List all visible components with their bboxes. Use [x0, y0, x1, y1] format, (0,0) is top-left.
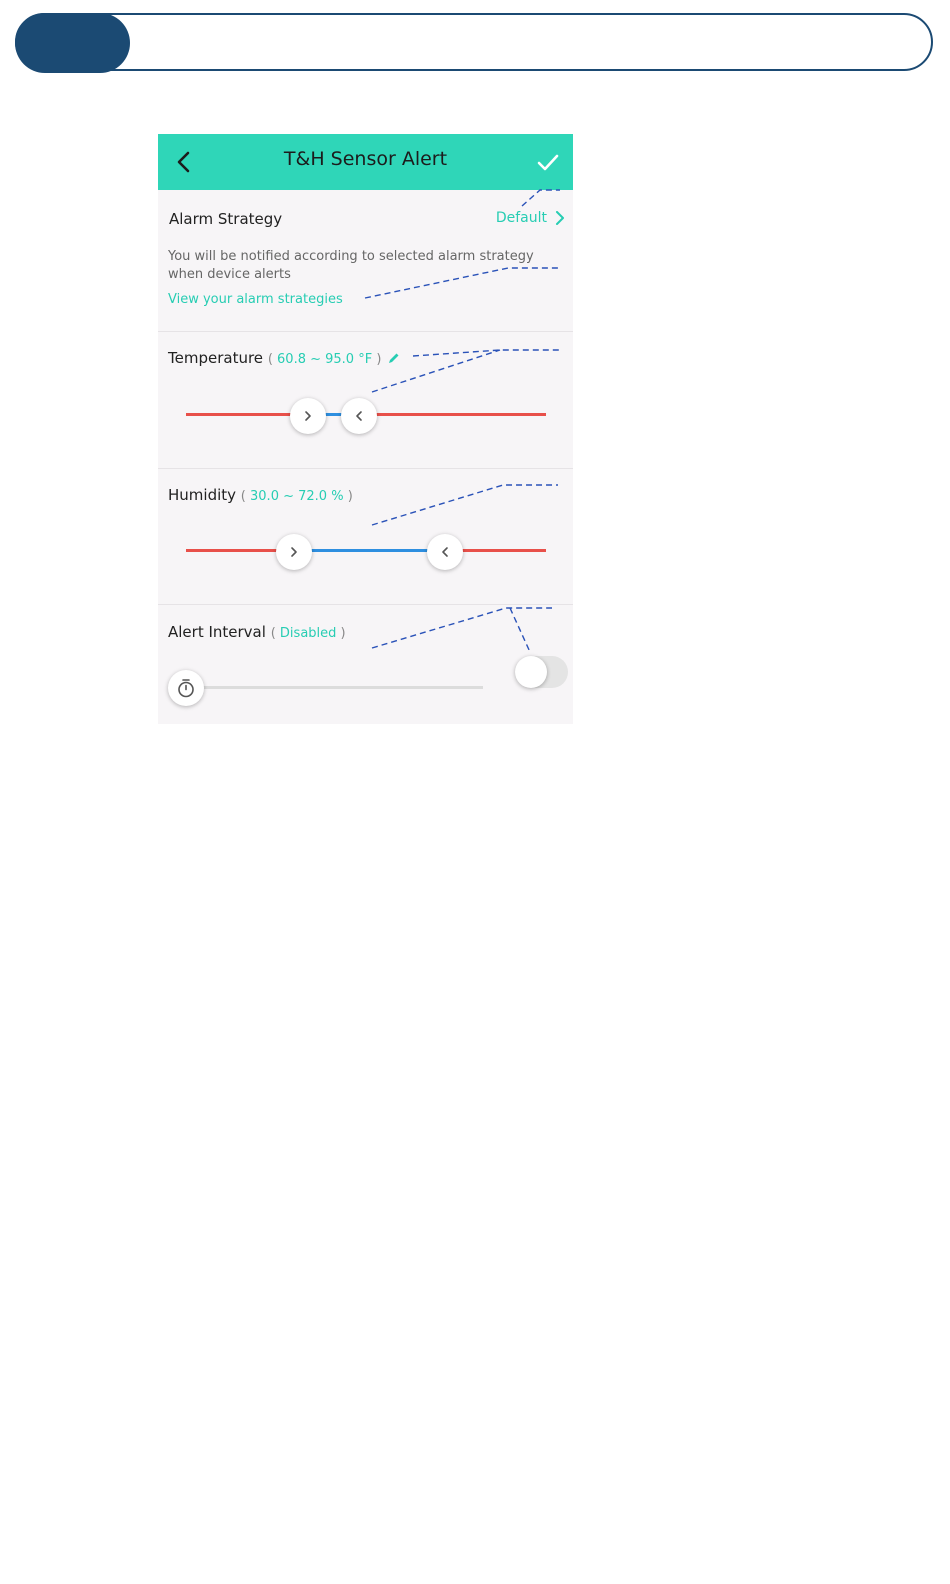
header-banner — [15, 13, 933, 71]
chevron-right-icon — [302, 410, 314, 422]
humidity-range-value: 30.0 ~ 72.0 % — [250, 489, 344, 504]
chevron-left-icon — [439, 546, 451, 558]
alarm-strategy-description-line2: when device alerts — [168, 267, 291, 282]
temperature-max-handle[interactable] — [341, 398, 377, 434]
view-alarm-strategies-link[interactable]: View your alarm strategies — [168, 292, 343, 307]
temperature-min-handle[interactable] — [290, 398, 326, 434]
humidity-track-selected — [294, 549, 445, 552]
edit-pencil-icon[interactable] — [388, 352, 400, 364]
check-icon[interactable] — [537, 151, 559, 173]
alarm-strategy-label: Alarm Strategy — [169, 210, 283, 228]
toggle-knob — [515, 656, 547, 688]
divider — [158, 604, 573, 605]
alert-interval-track — [186, 686, 483, 689]
banner-pill — [15, 13, 130, 73]
temperature-label: Temperature — [168, 349, 264, 367]
timer-icon — [176, 678, 196, 698]
alert-interval-handle[interactable] — [168, 670, 204, 706]
humidity-label-row — [168, 486, 353, 504]
alarm-strategy-selector[interactable] — [496, 210, 565, 226]
nav-bar — [158, 134, 573, 190]
phone-screen — [158, 134, 573, 724]
divider — [158, 331, 573, 332]
temperature-label-row — [168, 349, 400, 367]
temperature-paren-close: ) — [372, 352, 382, 367]
alarm-strategy-value: Default — [495, 210, 547, 226]
humidity-range-slider[interactable] — [186, 534, 546, 570]
divider — [158, 468, 573, 469]
temperature-range-slider[interactable] — [186, 398, 546, 434]
alert-interval-label: Alert Interval — [168, 623, 266, 641]
alert-interval-toggle[interactable] — [515, 656, 568, 688]
alarm-strategy-description-line1: You will be notified according to selected alarm strategy — [168, 249, 534, 264]
humidity-paren-close: ) — [343, 489, 353, 504]
humidity-min-handle[interactable] — [276, 534, 312, 570]
temperature-range-value: 60.8 ~ 95.0 °F — [277, 352, 373, 367]
humidity-paren-open: ( — [240, 489, 251, 504]
alert-interval-label-row — [168, 623, 346, 641]
chevron-left-icon — [353, 410, 365, 422]
page-title: T&H Sensor Alert — [283, 148, 448, 170]
alert-interval-status: Disabled — [279, 626, 337, 641]
chevron-right-icon — [555, 211, 565, 225]
chevron-right-icon — [288, 546, 300, 558]
humidity-label: Humidity — [168, 486, 237, 504]
alert-interval-paren-close: ) — [336, 626, 346, 641]
temperature-paren-open: ( — [267, 352, 278, 367]
humidity-max-handle[interactable] — [427, 534, 463, 570]
temperature-track-high — [359, 413, 546, 416]
alert-interval-slider[interactable] — [168, 670, 483, 706]
alert-interval-paren-open: ( — [270, 626, 280, 641]
